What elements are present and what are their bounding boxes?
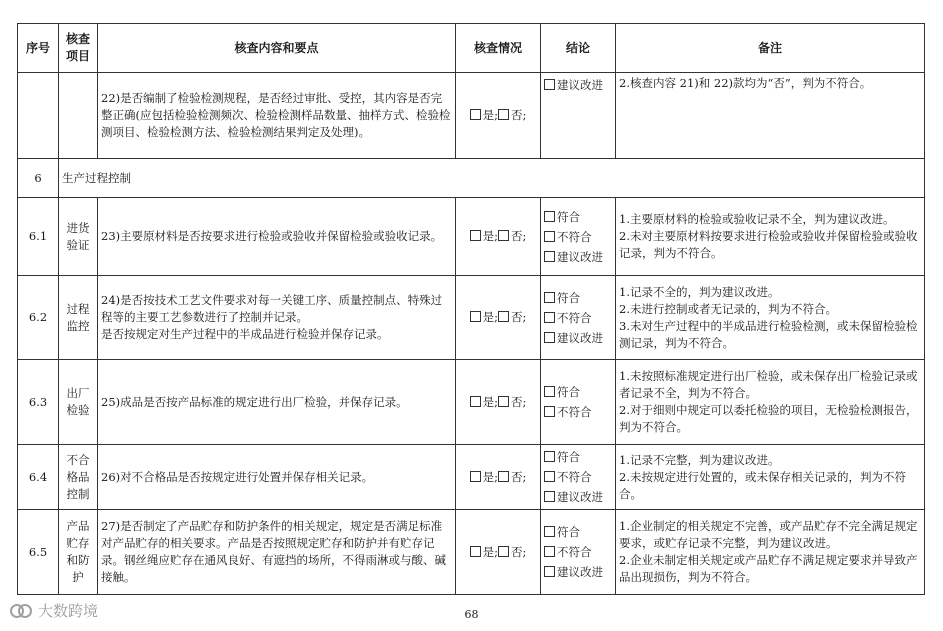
conclusion-option <box>544 247 612 267</box>
remark-line: 2.企业未制定相关规定或产品贮存不满足规定要求并导致产品出现损伤，判为不符合。 <box>619 553 918 584</box>
row-number: 6.3 <box>18 360 59 445</box>
watermark <box>8 600 98 621</box>
conclusion-option-label: 符合 <box>557 450 580 464</box>
remark-line: 2.未对主要原材料按要求进行检验或验收并保留检验或验收记录，判为不符合。 <box>619 229 918 260</box>
row-check <box>456 276 541 360</box>
remark-line: 2.核查内容 21)和 22)款均为“否”，判为不符合。 <box>619 76 872 90</box>
conclusion-option <box>544 328 612 348</box>
conclusion-option-label: 建议改进 <box>557 330 603 345</box>
row-number: 6.2 <box>18 276 59 360</box>
conclusion-option <box>544 207 612 227</box>
row-content <box>98 445 456 510</box>
header-no: 序号 <box>18 24 59 73</box>
check-option-label: 否; <box>511 108 527 122</box>
checkbox-icon[interactable] <box>544 491 555 502</box>
table-row <box>18 445 925 510</box>
row-remarks <box>616 510 925 595</box>
checkbox-icon[interactable] <box>544 211 555 222</box>
conclusion-option-label: 建议改进 <box>557 78 603 92</box>
checkbox-icon[interactable] <box>544 546 555 557</box>
row-conclusion <box>541 510 616 595</box>
table-body <box>18 73 925 595</box>
checkbox-icon[interactable] <box>544 566 555 577</box>
remark-line: 1.企业制定的相关规定不完善，或产品贮存不完全满足规定要求，或贮存记录不完整，判为建议改进。 <box>619 519 918 550</box>
content-line: 25)成品是否按产品标准的规定进行出厂检验，并保存记录。 <box>101 394 408 409</box>
section-row <box>18 159 925 198</box>
conclusion-option-label: 符合 <box>557 525 580 539</box>
row-remarks <box>616 445 925 510</box>
row-conclusion <box>541 198 616 276</box>
row-content <box>98 198 456 276</box>
checkbox-icon[interactable] <box>498 471 509 482</box>
checkbox-icon[interactable] <box>498 109 509 120</box>
table-header-row <box>18 24 925 73</box>
checkbox-icon[interactable] <box>498 311 509 322</box>
checkbox-icon[interactable] <box>498 396 509 407</box>
section-title: 生产过程控制 <box>59 159 925 198</box>
watermark-text: 大数跨境 <box>38 602 99 620</box>
content-line: 27)是否制定了产品贮存和防护条件的相关规定，规定是否满足标准对产品贮存的相关要求。产品是否按照规定贮存和防护并有贮存记录。钢丝绳应贮存在通风良好、有遮挡的场所，不得雨淋或与酸、碱接触。 <box>101 519 446 584</box>
checkbox-icon[interactable] <box>544 406 555 417</box>
check-option-label: 是; <box>482 469 498 484</box>
row-number <box>18 73 59 159</box>
checkbox-icon[interactable] <box>498 230 509 241</box>
remark-line: 2.未按规定进行处置的，或未保存相关记录的，判为不符合。 <box>619 469 906 501</box>
conclusion-option <box>544 487 612 507</box>
conclusion-option-label: 不符合 <box>557 405 592 419</box>
checkbox-icon[interactable] <box>544 251 555 262</box>
conclusion-option <box>544 288 612 308</box>
checkbox-icon[interactable] <box>544 332 555 343</box>
row-conclusion <box>541 276 616 360</box>
row-conclusion <box>541 360 616 445</box>
row-content <box>98 510 456 595</box>
checkbox-icon[interactable] <box>544 451 555 462</box>
row-item: 产品贮存和防护 <box>59 510 98 595</box>
checkbox-icon[interactable] <box>544 386 555 397</box>
conclusion-option-label: 不符合 <box>557 470 592 484</box>
row-remarks <box>616 73 925 159</box>
checkbox-icon[interactable] <box>544 312 555 323</box>
remark-line: 1.未按照标准规定进行出厂检验，或未保存出厂检验记录或者记录不全，判为不符合。 <box>619 369 918 400</box>
checkbox-icon[interactable] <box>470 311 481 322</box>
check-option-label: 否; <box>511 310 527 324</box>
check-option-label: 否; <box>511 229 527 243</box>
row-item <box>59 73 98 159</box>
row-item: 不合格品控制 <box>59 445 98 510</box>
conclusion-option <box>544 75 612 95</box>
conclusion-option <box>544 562 612 582</box>
check-option-label: 是; <box>482 394 498 409</box>
header-item: 核查项目 <box>59 24 98 73</box>
conclusion-option-label: 符合 <box>557 290 580 305</box>
conclusion-option <box>544 382 612 402</box>
conclusion-option <box>544 447 612 467</box>
check-option-label: 是; <box>482 229 498 243</box>
row-number: 6.4 <box>18 445 59 510</box>
check-option-label: 是; <box>482 544 498 559</box>
table-row <box>18 276 925 360</box>
row-number: 6.5 <box>18 510 59 595</box>
content-line: 是否按规定对生产过程中的半成品进行检验并保存记录。 <box>101 327 389 341</box>
conclusion-option <box>544 308 612 328</box>
conclusion-option <box>544 522 612 542</box>
page-number: 68 <box>464 608 479 621</box>
watermark-logo-icon <box>8 602 34 620</box>
checkbox-icon[interactable] <box>470 546 481 557</box>
conclusion-option-label: 建议改进 <box>557 490 603 504</box>
remark-line: 2.对于细则中规定可以委托检验的项目，无检验检测报告，判为不符合。 <box>619 403 918 434</box>
table-row <box>18 510 925 595</box>
table-row <box>18 360 925 445</box>
row-check <box>456 73 541 159</box>
remark-line: 1.记录不完整，判为建议改进。 <box>619 452 780 467</box>
table-row <box>18 198 925 276</box>
conclusion-option <box>544 227 612 247</box>
check-option-label: 否; <box>511 394 527 409</box>
checkbox-icon[interactable] <box>470 396 481 407</box>
content-line: 23)主要原材料是否按要求进行检验或验收并保留检验或验收记录。 <box>101 229 443 243</box>
conclusion-option-label: 不符合 <box>557 310 592 325</box>
checkbox-icon[interactable] <box>544 79 555 90</box>
conclusion-option-label: 符合 <box>557 209 580 224</box>
row-remarks <box>616 360 925 445</box>
checkbox-icon[interactable] <box>470 471 481 482</box>
conclusion-option-label: 不符合 <box>557 229 592 244</box>
row-content <box>98 276 456 360</box>
content-line: 22)是否编制了检验检测规程，是否经过审批、受控，其内容是否完整正确(应包括检验检测频次、检验检测样品数量、抽样方式、检验检测项目、检验检测方法、检验检测结果判定及处理)。 <box>101 91 451 139</box>
checkbox-icon[interactable] <box>544 292 555 303</box>
inspection-table-sheet <box>17 23 925 595</box>
conclusion-option <box>544 542 612 562</box>
row-number: 6.1 <box>18 198 59 276</box>
header-content: 核查内容和要点 <box>98 24 456 73</box>
row-check <box>456 360 541 445</box>
row-item: 进货验证 <box>59 198 98 276</box>
row-conclusion <box>541 73 616 159</box>
row-content <box>98 360 456 445</box>
remark-line: 2.未进行控制或者无记录的，判为不符合。 <box>619 301 837 316</box>
checkbox-icon[interactable] <box>544 231 555 242</box>
row-conclusion <box>541 445 616 510</box>
content-line: 26)对不合格品是否按规定进行处置并保存相关记录。 <box>101 469 374 484</box>
check-option-label: 否; <box>511 544 527 559</box>
conclusion-option <box>544 402 612 422</box>
row-check <box>456 445 541 510</box>
checkbox-icon[interactable] <box>544 471 555 482</box>
row-check <box>456 198 541 276</box>
conclusion-option-label: 建议改进 <box>557 565 603 579</box>
section-number: 6 <box>18 159 59 198</box>
inspection-table <box>17 23 925 595</box>
row-item: 出厂检验 <box>59 360 98 445</box>
conclusion-option-label: 建议改进 <box>557 249 603 264</box>
row-remarks <box>616 276 925 360</box>
checkbox-icon[interactable] <box>544 526 555 537</box>
row-check <box>456 510 541 595</box>
check-option-label: 是; <box>482 310 498 324</box>
checkbox-icon[interactable] <box>470 109 481 120</box>
row-content <box>98 73 456 159</box>
remark-line: 1.记录不全的，判为建议改进。 <box>619 284 780 299</box>
header-remarks: 备注 <box>616 24 925 73</box>
check-option-label: 否; <box>511 469 527 484</box>
conclusion-option <box>544 467 612 487</box>
conclusion-option-label: 符合 <box>557 385 580 399</box>
row-remarks <box>616 198 925 276</box>
checkbox-icon[interactable] <box>498 546 509 557</box>
check-option-label: 是; <box>482 108 498 122</box>
table-row <box>18 73 925 159</box>
checkbox-icon[interactable] <box>470 230 481 241</box>
remark-line: 1.主要原材料的检验或验收记录不全，判为建议改进。 <box>619 212 895 226</box>
remark-line: 3.未对生产过程中的半成品进行检验检测，或未保留检验检测记录，判为不符合。 <box>619 318 918 350</box>
content-line: 24)是否按技术工艺文件要求对每一关键工序、质量控制点、特殊过程等的主要工艺参数进行了控制并记录。 <box>101 293 443 324</box>
header-check: 核查情况 <box>456 24 541 73</box>
conclusion-option-label: 不符合 <box>557 545 592 559</box>
row-item: 过程监控 <box>59 276 98 360</box>
header-conclusion: 结论 <box>541 24 616 73</box>
